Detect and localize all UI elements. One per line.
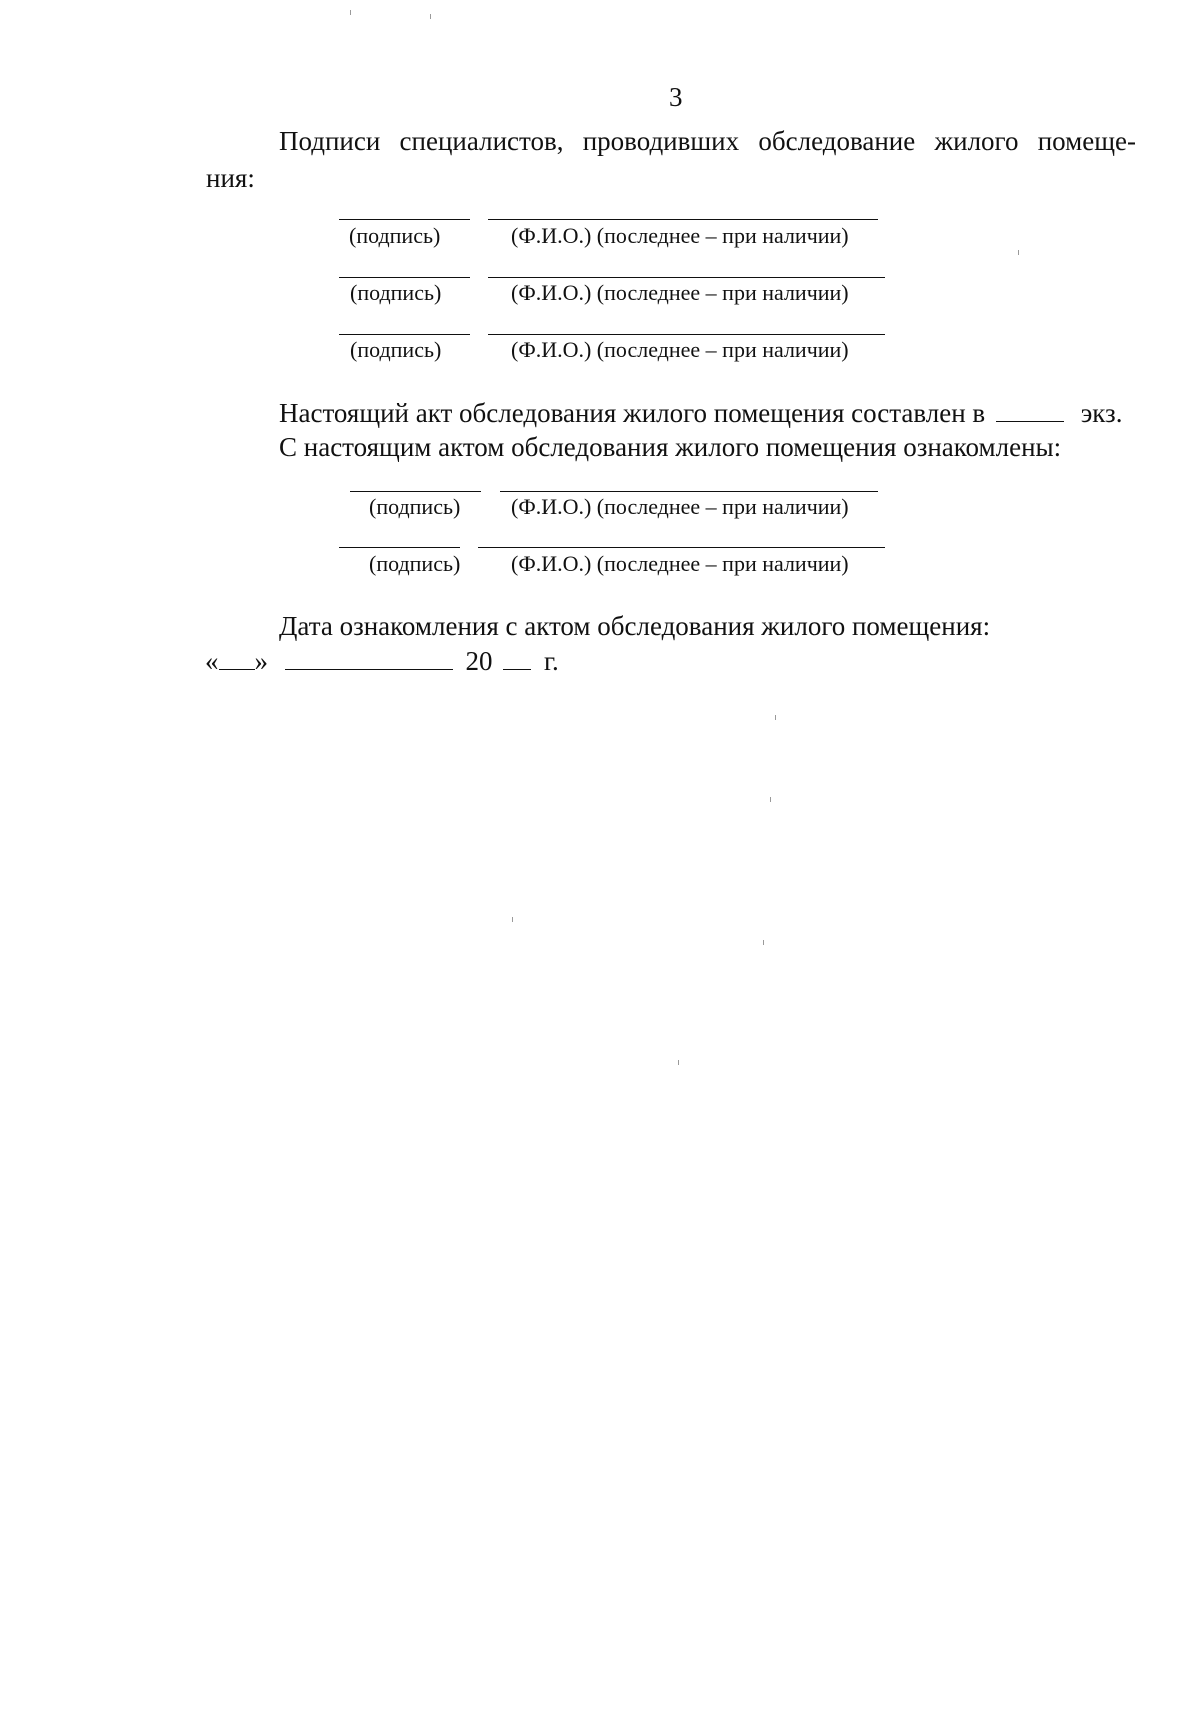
signature-line	[339, 277, 470, 278]
full-name-caption: (Ф.И.О.) (последнее – при наличии)	[511, 223, 849, 248]
year-prefix: 20	[465, 646, 493, 676]
scan-artifact	[430, 14, 431, 19]
scan-artifact	[1018, 250, 1019, 255]
copies-unit: экз.	[1080, 398, 1123, 428]
signature-caption: (подпись)	[369, 494, 461, 519]
acquainted-heading: С настоящим актом обследования жилого помещения ознакомлены:	[279, 432, 1062, 462]
copies-count-blank	[996, 420, 1064, 422]
scan-artifact	[775, 715, 776, 720]
full-name-caption: (Ф.И.О.) (последнее – при наличии)	[511, 280, 849, 305]
year-blank	[503, 668, 531, 670]
signature-line	[339, 547, 460, 548]
year-suffix: г.	[544, 646, 559, 676]
day-blank	[219, 668, 255, 670]
signature-caption: (подпись)	[350, 280, 442, 305]
scan-artifact	[678, 1060, 679, 1065]
specialists-signatures-heading-continued: ния:	[206, 163, 255, 193]
full-name-caption: (Ф.И.О.) (последнее – при наличии)	[511, 337, 849, 362]
scan-artifact	[763, 940, 764, 945]
signature-caption: (подпись)	[350, 337, 442, 362]
copies-count-text: Настоящий акт обследования жилого помещения составлен в	[279, 398, 986, 428]
full-name-line	[478, 547, 885, 548]
copies-count-statement	[279, 400, 1122, 427]
full-name-caption: (Ф.И.О.) (последнее – при наличии)	[511, 551, 849, 576]
signature-line	[339, 334, 470, 335]
full-name-line	[488, 277, 885, 278]
scan-artifact	[350, 10, 351, 15]
month-blank	[285, 668, 453, 670]
date-close-quote: »	[254, 646, 268, 676]
page-number: 3	[669, 82, 683, 112]
signature-caption: (подпись)	[349, 223, 441, 248]
full-name-line	[488, 219, 878, 220]
scan-artifact	[512, 917, 513, 922]
acquaintance-date-field	[205, 648, 559, 675]
scan-artifact	[770, 797, 771, 802]
signature-line	[339, 219, 470, 220]
signature-caption: (подпись)	[369, 551, 461, 576]
full-name-caption: (Ф.И.О.) (последнее – при наличии)	[511, 494, 849, 519]
signature-line	[350, 491, 481, 492]
date-open-quote: «	[205, 646, 219, 676]
full-name-line	[500, 491, 878, 492]
specialists-signatures-heading: Подписи специалистов, проводивших обследование жилого помеще-	[279, 126, 1136, 156]
full-name-line	[488, 334, 885, 335]
acquaintance-date-label: Дата ознакомления с актом обследования жилого помещения:	[279, 611, 991, 641]
